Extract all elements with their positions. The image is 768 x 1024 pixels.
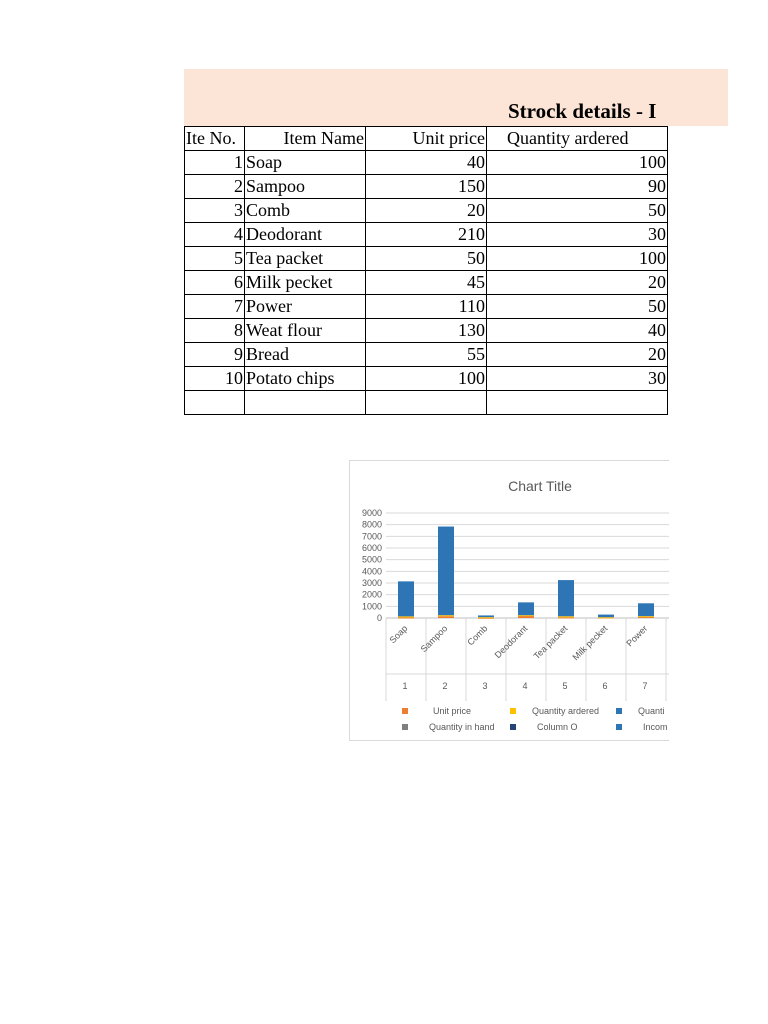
cell-item-name[interactable]: Power (245, 295, 366, 319)
bar-segment (558, 580, 574, 616)
cell-item-no[interactable]: 8 (185, 319, 245, 343)
header-quantity-ordered: Quantity ardered (487, 127, 668, 151)
cell-item-name[interactable]: Potato chips (245, 367, 366, 391)
empty-cell[interactable] (245, 391, 366, 415)
empty-cell[interactable] (185, 391, 245, 415)
x-category-label: Tea packet (531, 623, 570, 662)
cell-item-no[interactable]: 5 (185, 247, 245, 271)
cell-item-no[interactable]: 2 (185, 175, 245, 199)
legend-label: Quantity in hand (429, 722, 495, 732)
y-tick-label: 6000 (361, 543, 382, 553)
table-row (185, 247, 668, 271)
header-row (185, 127, 668, 151)
x-group-label: 7 (642, 681, 648, 691)
cell-item-name[interactable]: Soap (245, 151, 366, 175)
legend-label: Quanti (638, 706, 665, 716)
legend-swatch (510, 708, 516, 714)
cell-quantity-ordered[interactable]: 50 (487, 199, 668, 223)
bar-segment (478, 617, 494, 618)
bar-segment (558, 617, 574, 618)
cell-quantity-ordered[interactable]: 20 (487, 271, 668, 295)
y-tick-label: 7000 (361, 531, 382, 542)
table-row (185, 319, 668, 343)
cell-unit-price[interactable]: 100 (366, 367, 487, 391)
cell-item-name[interactable]: Sampoo (245, 175, 366, 199)
cell-unit-price[interactable]: 130 (366, 319, 487, 343)
x-group-label: 4 (522, 681, 528, 691)
bar-segment (478, 615, 494, 617)
bar-segment (558, 616, 574, 617)
legend-swatch (402, 724, 408, 730)
x-group-label: 6 (602, 681, 608, 691)
cell-quantity-ordered[interactable]: 20 (487, 343, 668, 367)
cell-item-name[interactable]: Deodorant (245, 223, 366, 247)
y-tick-label: 4000 (361, 566, 382, 577)
bar-segment (438, 615, 454, 616)
bar-segment (638, 616, 654, 617)
bar-segment (398, 618, 414, 619)
cell-item-no[interactable]: 9 (185, 343, 245, 367)
bar-segment (518, 615, 534, 616)
bar-segment (398, 616, 414, 617)
cell-item-no[interactable]: 4 (185, 223, 245, 247)
cell-unit-price[interactable]: 50 (366, 247, 487, 271)
cell-unit-price[interactable]: 40 (366, 151, 487, 175)
y-tick-label: 1000 (361, 601, 382, 612)
cell-item-no[interactable]: 6 (185, 271, 245, 295)
table-row (185, 223, 668, 247)
x-group-label: 3 (482, 681, 488, 691)
cell-quantity-ordered[interactable]: 100 (487, 151, 668, 175)
cell-item-name[interactable]: Milk pecket (245, 271, 366, 295)
bar-segment (598, 615, 614, 618)
cell-unit-price[interactable]: 150 (366, 175, 487, 199)
legend-label: Column O (537, 722, 578, 732)
cell-item-name[interactable]: Comb (245, 199, 366, 223)
x-category-label: Comb (465, 623, 490, 648)
x-group-label: 5 (562, 681, 568, 691)
y-tick-label: 0 (376, 613, 382, 623)
y-tick-label: 3000 (361, 578, 382, 588)
table-row (185, 175, 668, 199)
legend-label: Unit price (433, 706, 472, 716)
chart-title: Chart Title (508, 478, 572, 494)
cell-quantity-ordered[interactable]: 50 (487, 295, 668, 319)
table-row (185, 151, 668, 175)
y-tick-label: 2000 (361, 589, 382, 600)
x-category-label: Soap (387, 623, 410, 646)
stock-table (184, 126, 668, 415)
legend-swatch (616, 724, 622, 730)
y-tick-label: 8000 (361, 519, 382, 530)
y-tick-label: 9000 (361, 508, 382, 518)
cell-unit-price[interactable]: 45 (366, 271, 487, 295)
table-row (185, 367, 668, 391)
legend-swatch (616, 708, 622, 714)
empty-cell[interactable] (366, 391, 487, 415)
y-tick-label: 5000 (361, 554, 382, 565)
x-category-label: Deodorant (492, 623, 530, 661)
table-row (185, 271, 668, 295)
cell-quantity-ordered[interactable]: 30 (487, 223, 668, 247)
empty-cell[interactable] (487, 391, 668, 415)
table-row (185, 199, 668, 223)
x-category-label: Power (624, 623, 650, 649)
cell-quantity-ordered[interactable]: 100 (487, 247, 668, 271)
cell-unit-price[interactable]: 110 (366, 295, 487, 319)
cell-item-no[interactable]: 3 (185, 199, 245, 223)
legend-label: Quantity ardered (532, 706, 600, 716)
legend-label: Incom (643, 722, 668, 732)
empty-row (185, 391, 668, 415)
legend-swatch (510, 724, 516, 730)
chart-svg (350, 461, 669, 740)
bar-segment (518, 602, 534, 615)
table-row (185, 343, 668, 367)
cell-item-no[interactable]: 7 (185, 295, 245, 319)
cell-item-name[interactable]: Tea packet (245, 247, 366, 271)
bar-segment (438, 616, 454, 618)
cell-quantity-ordered[interactable]: 90 (487, 175, 668, 199)
cell-quantity-ordered[interactable]: 40 (487, 319, 668, 343)
cell-unit-price[interactable]: 20 (366, 199, 487, 223)
bar-segment (638, 603, 654, 616)
sheet-title: Strock details - I (508, 99, 657, 123)
bar-segment (598, 617, 614, 618)
header-item-no: Ite No. (185, 127, 245, 151)
stock-chart[interactable] (349, 460, 669, 741)
x-category-label: Milk pecket (570, 623, 610, 663)
header-item-name: Item Name (245, 127, 366, 151)
cell-unit-price[interactable]: 210 (366, 223, 487, 247)
x-category-label: Sampoo (418, 623, 450, 655)
bar-segment (438, 527, 454, 616)
cell-unit-price[interactable]: 55 (366, 343, 487, 367)
x-group-label: 2 (442, 681, 448, 691)
cell-item-no[interactable]: 10 (185, 367, 245, 391)
cell-item-name[interactable]: Bread (245, 343, 366, 367)
legend-swatch (402, 708, 408, 714)
x-group-label: 1 (402, 681, 408, 691)
bar-segment (398, 581, 414, 616)
header-unit-price: Unit price (366, 127, 487, 151)
cell-item-no[interactable]: 1 (185, 151, 245, 175)
cell-quantity-ordered[interactable]: 30 (487, 367, 668, 391)
table-row (185, 295, 668, 319)
cell-item-name[interactable]: Weat flour (245, 319, 366, 343)
